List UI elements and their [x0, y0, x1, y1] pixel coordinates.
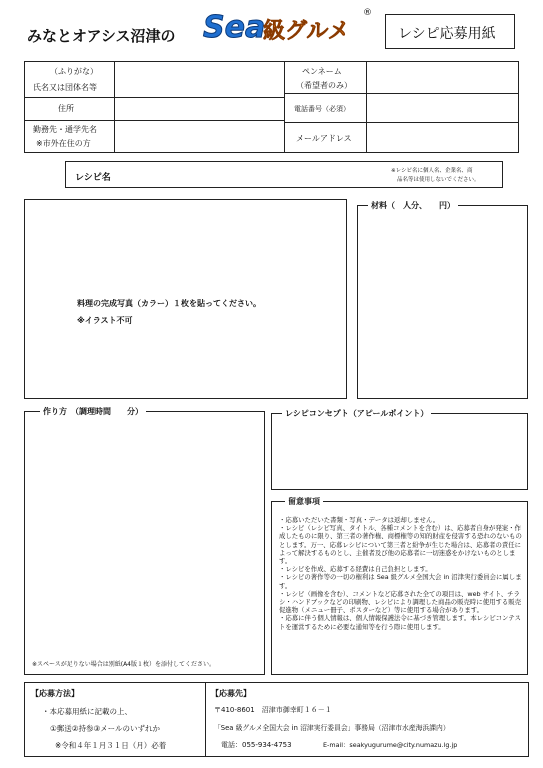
concept-area[interactable]: [271, 413, 528, 490]
address-field[interactable]: [115, 98, 284, 120]
apply-method-heading: 【応募方法】: [31, 689, 79, 698]
note-item-3: ・レシピを作成、応募する経費は自己負担とします。: [279, 565, 432, 574]
concept-label: レシピコンセプト（アピールポイント）: [282, 408, 431, 419]
apply-to-heading: 【応募先】: [211, 689, 251, 698]
workplace-field[interactable]: [115, 121, 284, 152]
apply-to-phone: 電話：055-934-4753: [221, 741, 292, 749]
method-label: 作り方 （調理時間 分）: [40, 406, 146, 417]
apply-to-office: 「Sea 級グルメ全国大会 in 沼津実行委員会」事務局（沼津市水産海浜課内）: [214, 724, 450, 732]
apply-to-address: 〒410-8601 沼津市御幸町１６－１: [214, 706, 332, 714]
recipe-name-label: レシピ名: [75, 173, 111, 183]
email-label: メールアドレス: [296, 134, 352, 143]
logo-text-en: Sea: [203, 10, 266, 45]
ingredients-label: 材料（ 人分、 円）: [368, 200, 458, 211]
workplace-note: ※市外在住の方: [36, 139, 91, 148]
notes-box: [271, 501, 528, 675]
logo-registered-mark: ®: [363, 8, 372, 18]
logo-text-jp: 級グルメ: [263, 19, 350, 44]
note-item-1: ・応募いただいた書類・写真・データは返却しません。: [279, 516, 440, 524]
photo-no-illustration: ※イラスト不可: [77, 316, 133, 325]
workplace-label: 勤務先・通学先名: [33, 125, 97, 134]
apply-method-line1: ・本応募用紙に記載の上、: [42, 707, 132, 716]
note-item-5: ・レシピ（画像を含む）、コメントなど応募された全ての項目は、web サイト、チラシ・ハンドブックなどの印刷物、レシピにより調理した商品の販売時に使用する販売促進物（メニュー冊子、ポスターなど）等に使用する場合があります。: [279, 589, 522, 615]
note-item-4: ・レシピの著作等の一切の権利は Sea 級グルメ全国大会 in 沼津実行委員会に属します。: [279, 573, 522, 590]
note-item-6: ・応募に伴う個人情報は、個人情報保護法令に基づき管理します。本レシピコンテストを運営するために必要な通知等を行う際に使用します。: [279, 614, 521, 631]
form-title: レシピ応募用紙: [398, 26, 496, 42]
email-field[interactable]: [367, 123, 518, 152]
phone-label: 電話番号（必須）: [294, 105, 350, 113]
name-field[interactable]: [115, 62, 284, 97]
header-title: みなとオアシス沼津の: [27, 27, 176, 45]
method-footnote: ※スペースが足りない場合は別紙(A4版１枚）を添付してください。: [32, 661, 215, 668]
photo-area[interactable]: [24, 199, 347, 399]
ingredients-area[interactable]: [357, 205, 528, 399]
recipe-name-note-2: 品名等は使用しないでください。: [397, 177, 480, 183]
apply-method-line2: ①郵送②持参③メールのいずれか: [50, 724, 161, 733]
method-area[interactable]: [24, 411, 265, 675]
apply-to-email: E-mail：seakyugurume@city.numazu.lg.jp: [323, 741, 458, 749]
form-title-box: [385, 14, 515, 49]
name-label: 氏名又は団体名等: [33, 83, 97, 92]
notes-heading: 留意事項: [285, 496, 323, 507]
recipe-name-note-1: ※レシピ名に個人名、企業名、商: [391, 168, 473, 174]
photo-instruction: 料理の完成写真（カラー）１枚を貼ってください。: [77, 299, 261, 308]
penname-note: （希望者のみ）: [296, 81, 352, 90]
note-item-2: ・レシピ（レシピ写真、タイトル、各種コメントを含む）は、応募者自身が発案・作成したものに限り、第三者の著作権、商標権等の知的財産を侵害する恐れのないものとします。万一、応募レシピについて第三者と紛争が生じた場合は、応募者の責任によって解決するものとし、主催者及び他の応募者に一切迷惑をかけないものとします。: [279, 524, 522, 566]
sea-kyu-gurume-logo: [203, 8, 373, 48]
phone-field[interactable]: [367, 94, 518, 122]
address-label: 住所: [58, 104, 74, 113]
penname-label: ペンネーム: [302, 67, 342, 76]
apply-method-deadline: ※令和４年１月３１日（月）必着: [55, 741, 167, 750]
penname-field[interactable]: [367, 62, 518, 93]
furigana-label: （ふりがな）: [50, 67, 98, 76]
recipe-name-box[interactable]: [65, 161, 503, 188]
